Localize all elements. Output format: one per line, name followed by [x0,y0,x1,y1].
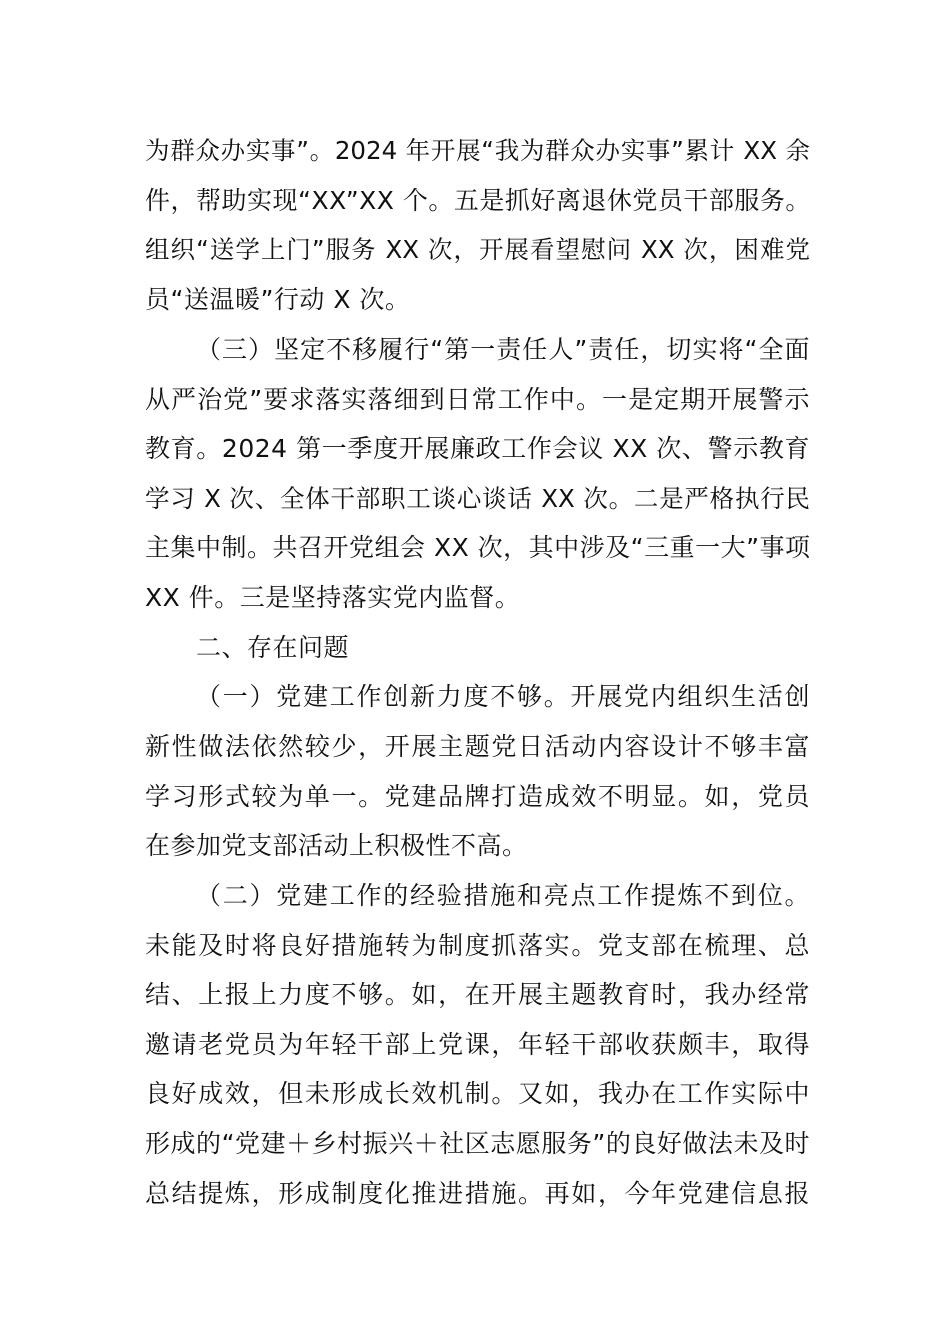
body-text-line: 主集中制。共召开党组会 XX 次，其中涉及“三重一大”事项 [145,533,811,562]
body-text-line: 结、上报上力度不够。如，在开展主题教育时，我办经常 [145,980,810,1009]
body-text-line: XX 件。三是坚持落实党内监督。 [145,583,521,612]
body-text-line: 良好成效，但未形成长效机制。又如，我办在工作实际中 [145,1079,810,1108]
body-text-line: 新性做法依然较少，开展主题党日活动内容设计不够丰富 [145,732,810,761]
body-text-line: 组织“送学上门”服务 XX 次，开展看望慰问 XX 次，困难党 [145,235,810,264]
body-text-line: 件，帮助实现“XX”XX 个。五是抓好离退休党员干部服务。 [145,186,811,215]
body-text-line: 未能及时将良好措施转为制度抓落实。党支部在梳理、总 [145,931,810,960]
body-text-line: 从严治党”要求落实落细到日常工作中。一是定期开展警示 [145,385,810,414]
section-heading-3: （三）坚定不移履行“第一责任人”责任，切实将“全面 [196,335,810,364]
body-text-line: 形成的“党建＋乡村振兴＋社区志愿服务”的良好做法未及时 [145,1129,810,1158]
body-text-line: 学习 X 次、全体干部职工谈心谈话 XX 次。二是严格执行民 [145,484,810,513]
problem-heading-1: （一）党建工作创新力度不够。开展党内组织生活创 [196,682,810,711]
body-text-line: 为群众办实事”。2024 年开展“我为群众办实事”累计 XX 余 [145,136,810,165]
body-text-line: 总结提炼，形成制度化推进措施。再如，今年党建信息报 [145,1179,810,1208]
body-text-line: 员“送温暖”行动 X 次。 [145,285,411,314]
body-text-line: 在参加党支部活动上积极性不高。 [145,831,528,860]
body-text-line: 教育。2024 第一季度开展廉政工作会议 XX 次、警示教育 [145,434,810,463]
body-text-line: 学习形式较为单一。党建品牌打造成效不明显。如，党员 [145,782,810,811]
section-title-problems: 二、存在问题 [196,633,350,662]
body-text-line: 邀请老党员为年轻干部上党课，年轻干部收获颇丰，取得 [145,1030,810,1059]
problem-heading-2: （二）党建工作的经验措施和亮点工作提炼不到位。 [196,881,810,910]
